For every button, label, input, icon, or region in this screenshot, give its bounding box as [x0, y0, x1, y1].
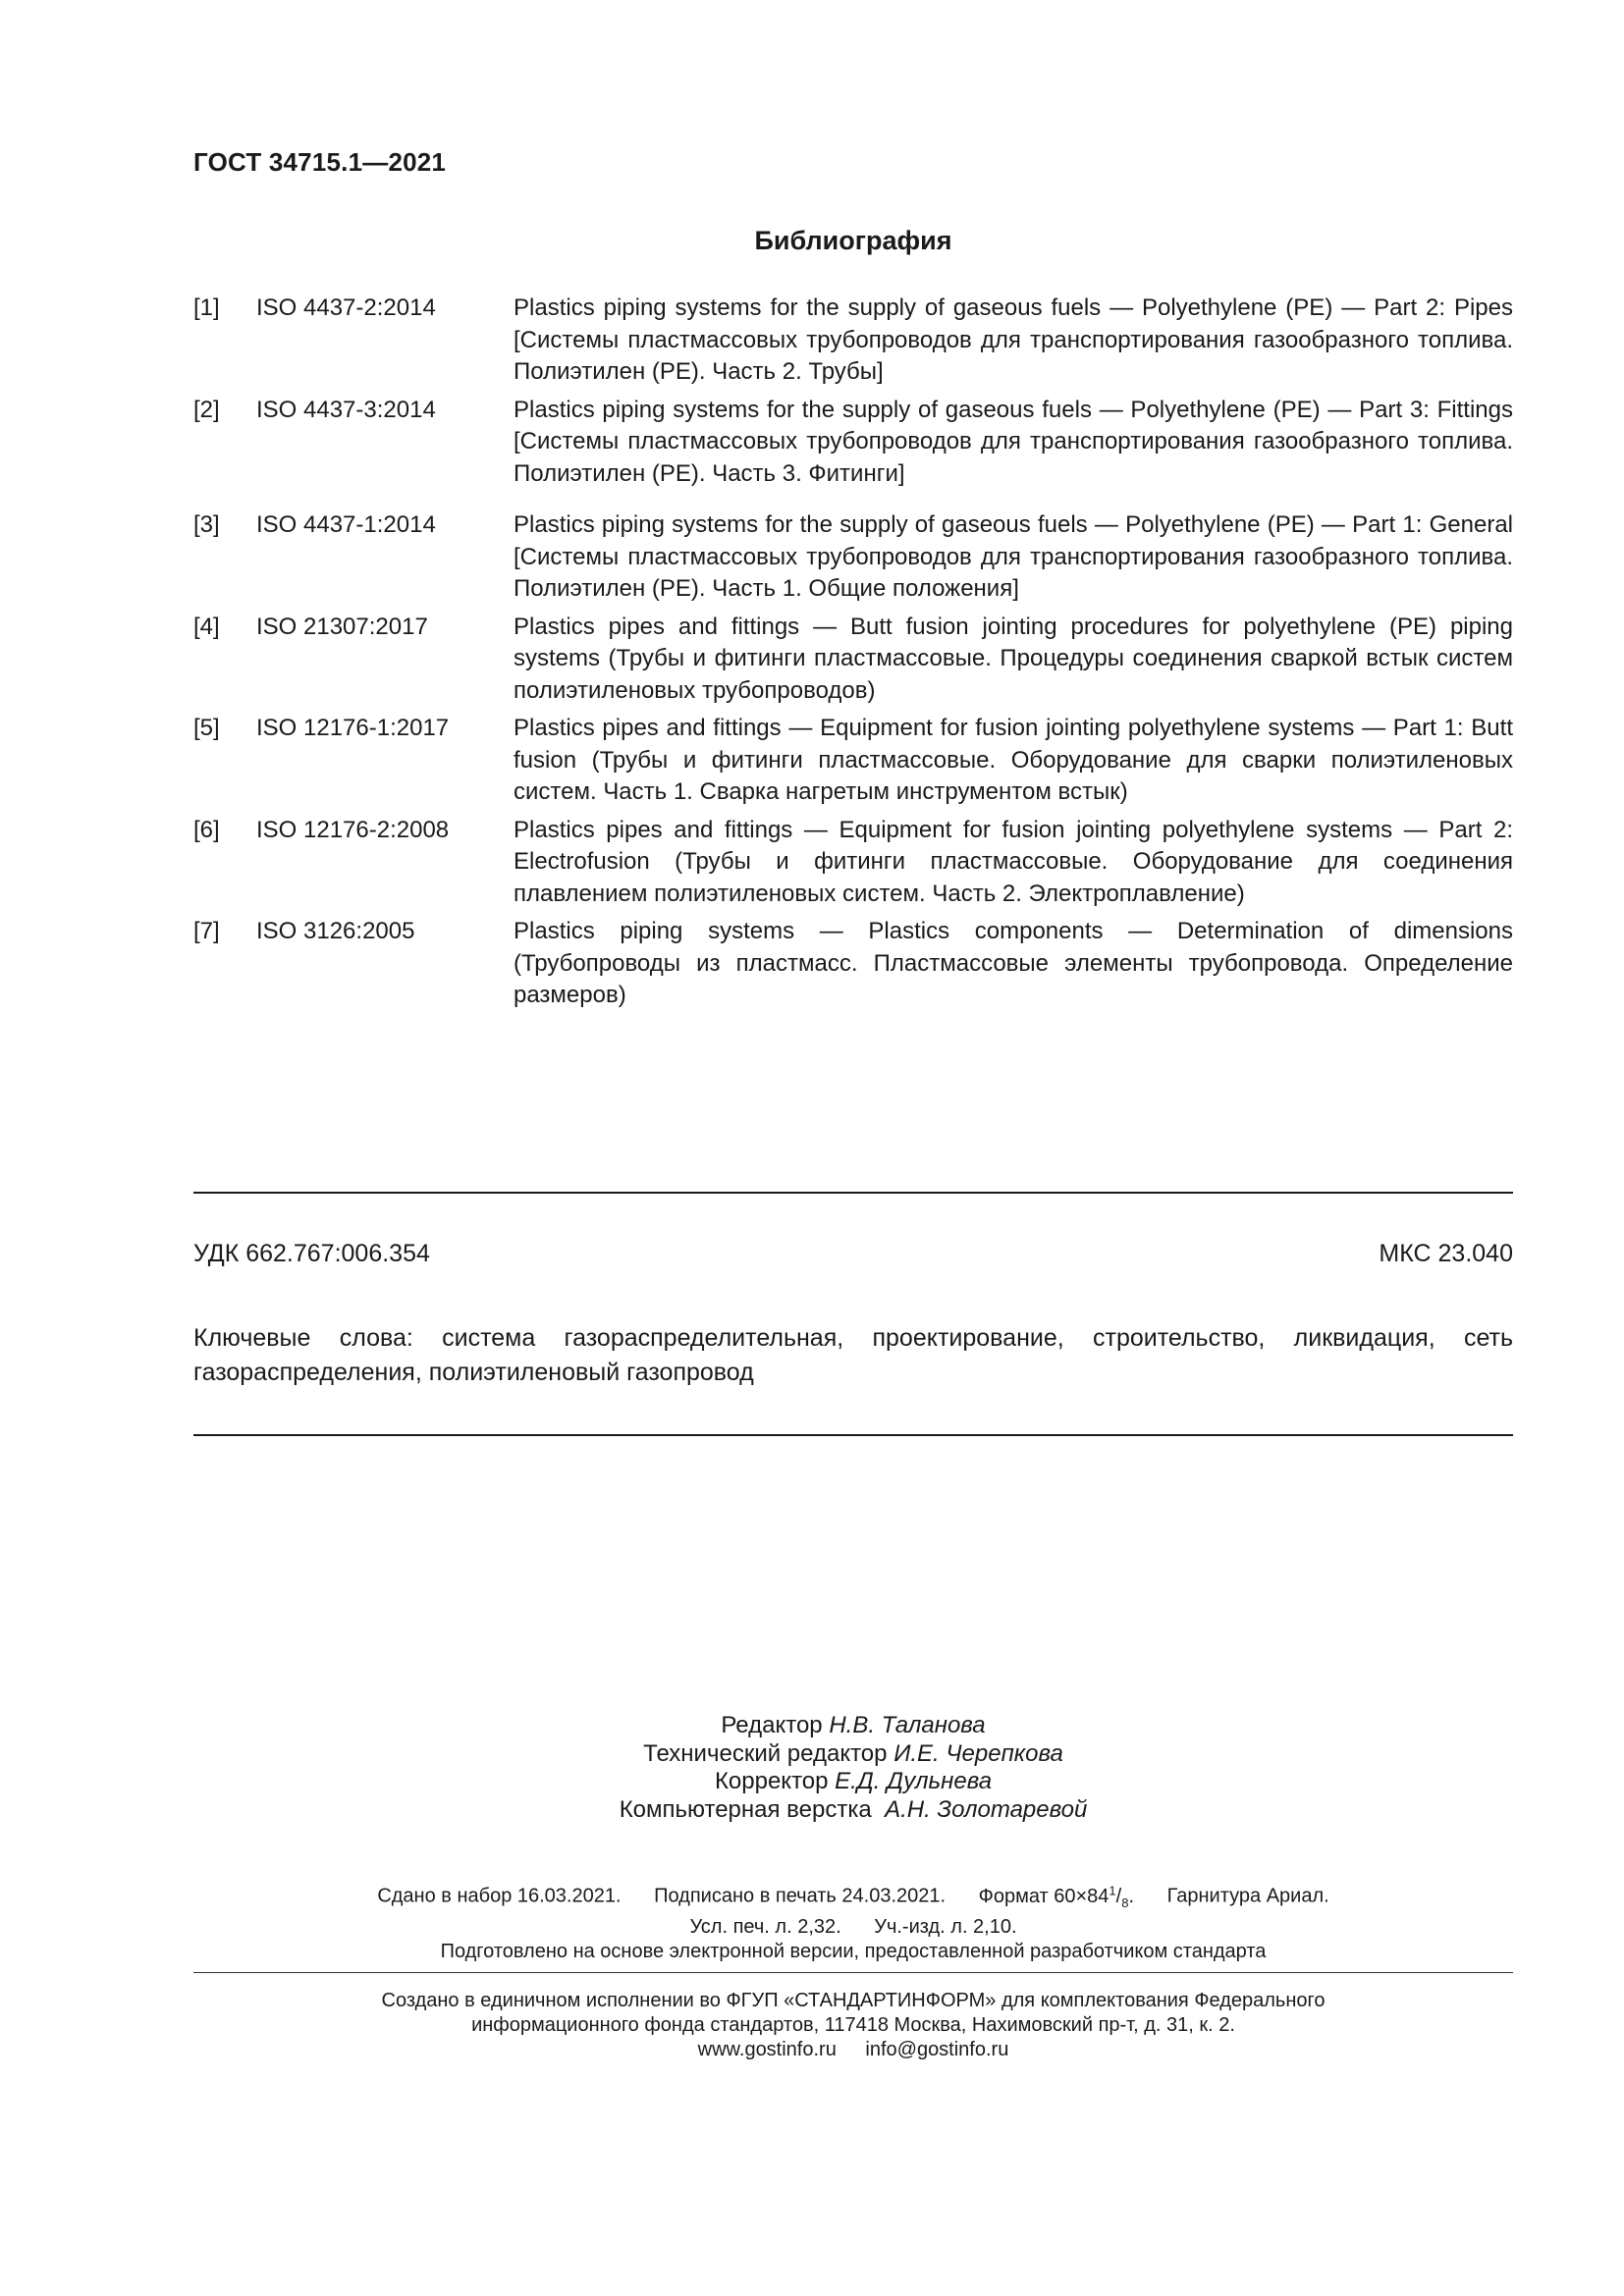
entry-standard-code: ISO 3126:2005	[256, 918, 415, 944]
entry-standard-code: ISO 4437-1:2014	[256, 511, 436, 538]
entry-title: Plastics piping systems for the supply of gaseous fuels — Polyethylene (PE) — Part 3: Fittings [Системы пластмассовых трубопроводов для транспортирования газообразного топлива. Полиэтилен (PE). Часть 3. Фитинги]	[514, 396, 1513, 487]
typeface: Гарнитура Ариал.	[1166, 1885, 1329, 1907]
entry-standard-code: ISO 12176-1:2017	[256, 715, 450, 741]
print-sheets: Усл. печ. л. 2,32.	[689, 1915, 841, 1938]
credit-line	[193, 1768, 1513, 1796]
signed-date: Подписано в печать 24.03.2021.	[654, 1885, 947, 1907]
print-info-line	[193, 1878, 1513, 1915]
publication-sheets: Уч.-изд. л. 2,10.	[874, 1915, 1017, 1938]
credit-line	[193, 1712, 1513, 1740]
publisher-footer	[193, 1989, 1513, 2062]
editorial-credits	[193, 1712, 1513, 1824]
entry-number: [4]	[193, 613, 220, 640]
credit-line	[193, 1796, 1513, 1825]
bibliography-title: Библиография	[754, 226, 952, 255]
bibliography-entry	[193, 293, 1513, 389]
entry-standard-code: ISO 4437-2:2014	[256, 294, 436, 321]
bibliography-entry	[193, 395, 1513, 491]
bibliography-entry	[193, 509, 1513, 606]
bibliography-list	[193, 293, 1513, 1018]
entry-number: [6]	[193, 816, 220, 843]
credit-name: Е.Д. Дульнева	[835, 1768, 993, 1794]
website-link[interactable]: www.gostinfo.ru	[697, 2039, 837, 2060]
entry-title: Plastics piping systems for the supply of gaseous fuels — Polyethylene (PE) — Part 2: Pipes [Системы пластмассовых трубопроводов для транспортирования газообразного топлива. Полиэтилен (PE). Часть 2. Трубы]	[514, 294, 1513, 385]
credit-name: И.Е. Черепкова	[893, 1739, 1063, 1767]
entry-standard-code: ISO 4437-3:2014	[256, 396, 436, 423]
entry-title: Plastics pipes and fittings — Equipment for fusion jointing polyethylene systems — Part 1: Butt fusion (Трубы и фитинги пластмассовые. Оборудование для сварки полиэтиленовых систем. Часть 1. Сварка нагретым инструментом встык)	[514, 715, 1513, 805]
entry-number: [7]	[193, 918, 220, 944]
prepared-note: Подготовлено на основе электронной версии, предоставленной разработчиком стандарта	[440, 1940, 1267, 1962]
credit-role: Корректор	[714, 1768, 829, 1794]
email-link[interactable]: info@gostinfo.ru	[865, 2039, 1009, 2060]
credit-role: Технический редактор	[643, 1739, 888, 1767]
paper-format: Формат $60\times 84^1/_8$.	[978, 1883, 1134, 1910]
divider-footer	[193, 1972, 1513, 1973]
bibliography-entry	[193, 916, 1513, 1012]
bibliography-entry	[193, 815, 1513, 911]
udk-code: УДК 662.767:006.354	[193, 1240, 430, 1267]
bibliography-entry	[193, 713, 1513, 809]
entry-number: [5]	[193, 715, 220, 741]
print-information	[193, 1878, 1513, 1964]
bibliography-entry	[193, 612, 1513, 708]
credit-line	[193, 1740, 1513, 1769]
entry-title: Plastics pipes and fittings — Butt fusion jointing procedures for polyethylene (PE) piping systems (Трубы и фитинги пластмассовые. Процедуры соединения сваркой встык систем полиэтиленовых трубопроводов)	[514, 613, 1513, 704]
credit-name: Н.В. Таланова	[829, 1712, 986, 1738]
entry-title: Plastics piping systems — Plastics components — Determination of dimensions (Трубопроводы из пластмасс. Пластмассовые элементы трубопровода. Определение размеров)	[514, 918, 1513, 1008]
keywords-paragraph: Ключевые слова: система газораспределительная, проектирование, строительство, ликвидация, сеть газораспределения, полиэтиленовый газопровод	[193, 1324, 1513, 1386]
footer-line: Создано в единичном исполнении во ФГУП «СТАНДАРТИНФОРМ» для комплектования Федерального	[381, 1990, 1326, 2011]
entry-title: Plastics piping systems for the supply of gaseous fuels — Polyethylene (PE) — Part 1: General [Системы пластмассовых трубопроводов для транспортирования газообразного топлива. Полиэтилен (PE). Часть 1. Общие положения]	[514, 511, 1513, 602]
divider-bottom	[193, 1434, 1513, 1436]
entry-number: [3]	[193, 511, 220, 538]
document-number: ГОСТ 34715.1—2021	[193, 147, 447, 177]
print-info-line	[193, 1915, 1513, 1940]
entry-title: Plastics pipes and fittings — Equipment for fusion jointing polyethylene systems — Part 2: Electrofusion (Трубы и фитинги пластмассовые. Оборудование для соединения плавлением полиэтиленовых систем. Часть 2. Электроплавление)	[514, 816, 1513, 907]
mks-code: МКС 23.040	[1379, 1240, 1513, 1267]
footer-line: информационного фонда стандартов, 117418 Москва, Нахимовский пр-т, д. 31, к. 2.	[471, 2014, 1235, 2036]
footer-contacts	[193, 2038, 1513, 2062]
entry-number: [2]	[193, 396, 220, 423]
credit-name: А.Н. Золотаревой	[885, 1795, 1088, 1823]
divider-top	[193, 1192, 1513, 1194]
credit-role: Редактор	[721, 1712, 823, 1738]
entry-standard-code: ISO 21307:2017	[256, 613, 428, 640]
credit-role: Компьютерная верстка	[619, 1795, 872, 1823]
entry-standard-code: ISO 12176-2:2008	[256, 816, 450, 843]
submitted-date: Сдано в набор 16.03.2021.	[377, 1885, 622, 1907]
entry-number: [1]	[193, 294, 220, 321]
